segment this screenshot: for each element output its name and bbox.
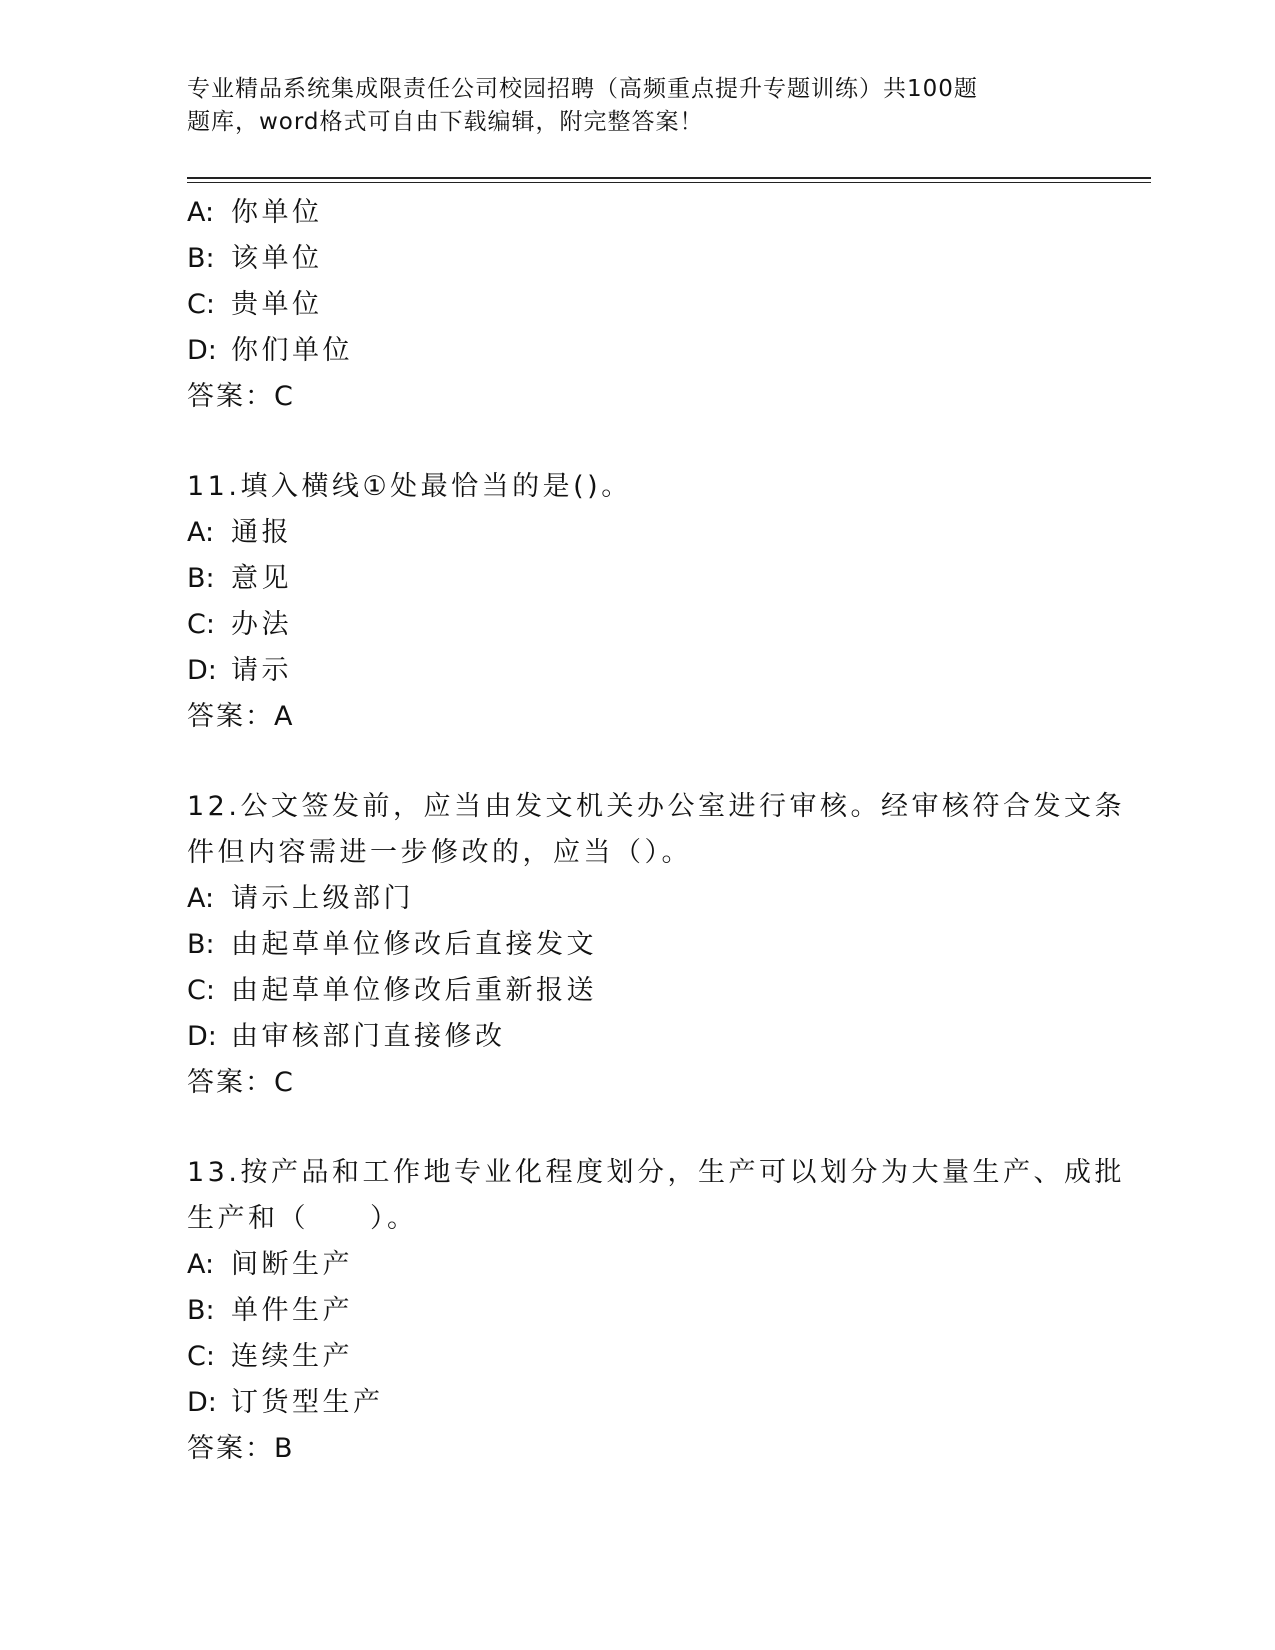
- answer-line: 答案：C: [187, 1067, 295, 1098]
- option-text: 该单位: [231, 243, 323, 274]
- answer-line: 答案：B: [187, 1433, 295, 1464]
- option-d: [187, 328, 1151, 374]
- header-divider-thin: [187, 182, 1151, 183]
- option-label: B:: [187, 243, 215, 274]
- option-text: 由审核部门直接修改: [231, 1021, 506, 1052]
- option-a: [187, 510, 1151, 556]
- option-a: [187, 1242, 1151, 1288]
- answer-line: 答案：A: [187, 701, 295, 732]
- option-text: 意见: [231, 563, 292, 594]
- option-b: [187, 922, 1151, 968]
- option-text: 贵单位: [231, 289, 323, 320]
- question-list: [187, 190, 1151, 1472]
- option-label: A:: [187, 1249, 215, 1280]
- option-text: 由起草单位修改后直接发文: [231, 929, 597, 960]
- option-c: [187, 602, 1151, 648]
- question-block-prev: [187, 190, 1151, 420]
- option-text: 通报: [231, 517, 292, 548]
- option-text: 由起草单位修改后重新报送: [231, 975, 597, 1006]
- option-b: [187, 556, 1151, 602]
- option-a: [187, 876, 1151, 922]
- option-text: 连续生产: [231, 1341, 353, 1372]
- title-line-1: 专业精品系统集成限责任公司校园招聘（高频重点提升专题训练）共100题: [187, 76, 978, 102]
- option-label: B:: [187, 929, 215, 960]
- option-text: 订货型生产: [231, 1387, 384, 1418]
- title-line-2: 题库，word格式可自由下载编辑，附完整答案！: [187, 109, 704, 135]
- option-b: [187, 236, 1151, 282]
- option-label: D:: [187, 1387, 217, 1418]
- document-title: [187, 73, 1027, 139]
- option-label: D:: [187, 1021, 217, 1052]
- option-text: 你单位: [231, 197, 323, 228]
- header-divider-thick: [187, 177, 1151, 179]
- option-a: [187, 190, 1151, 236]
- question-stem-line-2: 生产和（ ）。: [187, 1203, 418, 1234]
- option-label: A:: [187, 883, 215, 914]
- question-stem-line-1: 12.公文签发前，应当由发文机关办公室进行审核。经审核符合发文条: [187, 791, 1125, 822]
- option-label: D:: [187, 335, 217, 366]
- option-d: [187, 1014, 1151, 1060]
- option-c: [187, 968, 1151, 1014]
- question-block-12: [187, 784, 1151, 1106]
- option-label: C:: [187, 289, 215, 320]
- option-text: 间断生产: [231, 1249, 353, 1280]
- option-c: [187, 1334, 1151, 1380]
- question-stem-line-1: 13.按产品和工作地专业化程度划分，生产可以划分为大量生产、成批: [187, 1157, 1125, 1188]
- question-stem: 11.填入横线①处最恰当的是()。: [187, 471, 632, 502]
- option-text: 请示上级部门: [231, 883, 414, 914]
- option-text: 你们单位: [231, 335, 353, 366]
- option-label: A:: [187, 197, 215, 228]
- question-block-13: [187, 1150, 1151, 1472]
- option-text: 请示: [231, 655, 292, 686]
- option-label: C:: [187, 609, 215, 640]
- option-b: [187, 1288, 1151, 1334]
- answer-line: 答案：C: [187, 381, 295, 412]
- option-c: [187, 282, 1151, 328]
- option-d: [187, 648, 1151, 694]
- question-block-11: [187, 464, 1151, 740]
- option-label: C:: [187, 1341, 215, 1372]
- option-label: B:: [187, 1295, 215, 1326]
- option-label: A:: [187, 517, 215, 548]
- option-text: 办法: [231, 609, 292, 640]
- option-text: 单件生产: [231, 1295, 353, 1326]
- option-d: [187, 1380, 1151, 1426]
- question-stem-line-2: 件但内容需进一步修改的，应当（）。: [187, 837, 692, 868]
- option-label: B:: [187, 563, 215, 594]
- option-label: C:: [187, 975, 215, 1006]
- option-label: D:: [187, 655, 217, 686]
